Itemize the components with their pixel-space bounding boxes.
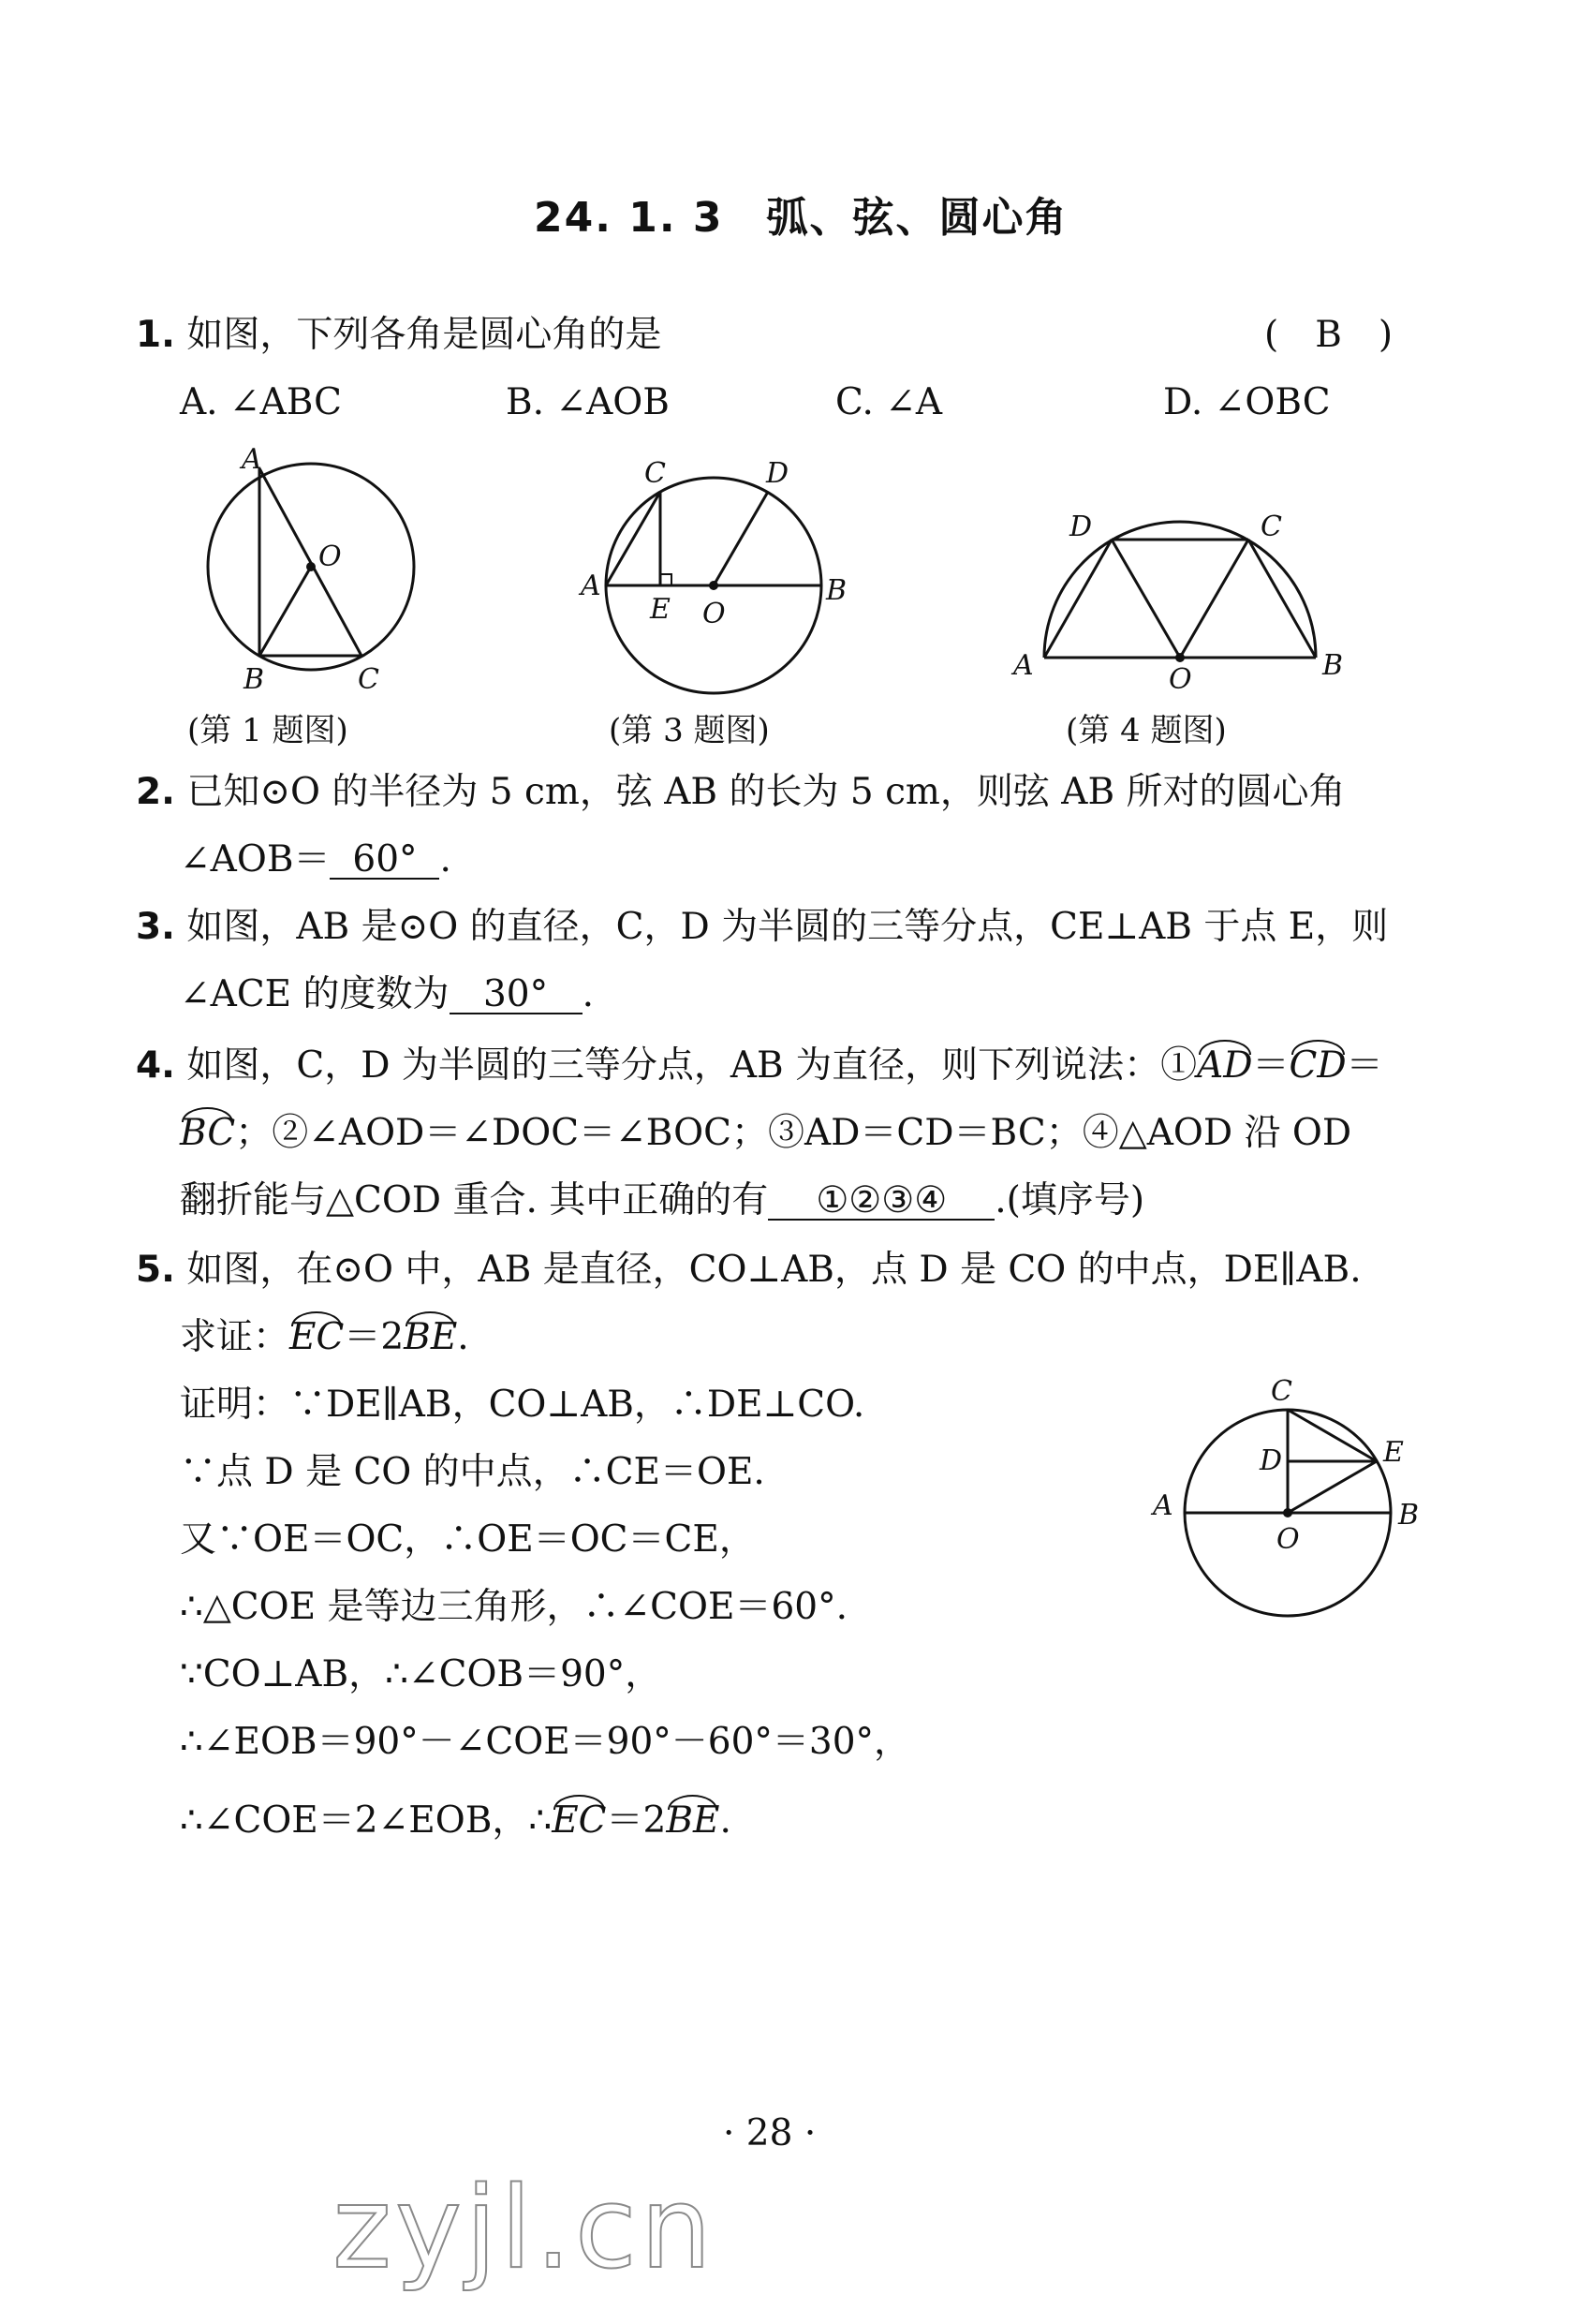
- q4-prefix: 翻折能与△COD 重合. 其中正确的有: [180, 1179, 769, 1221]
- figure-5: [1138, 1363, 1447, 1625]
- fig5-line-ce: [1288, 1410, 1377, 1461]
- page-title: 24. 1. 3 弧、弦、圆心角: [534, 194, 1069, 242]
- q3-suffix: .: [582, 973, 594, 1015]
- q4-number: 4.: [136, 1044, 175, 1087]
- q2-prefix: ∠AOB＝: [180, 838, 331, 881]
- q5-arc-ec: EC: [289, 1316, 345, 1358]
- fig4-line-do: [1112, 540, 1180, 658]
- fig5-center-point: [1283, 1508, 1292, 1517]
- q1-stem: [136, 314, 662, 356]
- fig1-label-c: C: [358, 663, 379, 696]
- q2-answer: 60°: [330, 841, 439, 880]
- fig5-label-c: C: [1271, 1375, 1292, 1408]
- proof-last-prefix: ∴∠COE＝2∠EOB，∴: [180, 1799, 553, 1842]
- watermark: zyjl.cn: [332, 2164, 715, 2294]
- fig3-line-od: [714, 492, 768, 585]
- q3-prefix: ∠ACE 的度数为: [180, 973, 450, 1015]
- fig3-line-ac: [606, 492, 660, 585]
- fig3-center-point: [709, 581, 718, 590]
- q4-line1: [136, 1044, 1383, 1087]
- fig1-label-o: O: [318, 540, 342, 573]
- proof-last-suffix: .: [719, 1799, 731, 1842]
- q3-line1: [136, 906, 1389, 948]
- proof-last-mid: ＝2: [606, 1799, 667, 1842]
- q5-number: 5.: [136, 1249, 175, 1291]
- proof-arc-ec: EC: [552, 1799, 607, 1842]
- figure-1: [187, 440, 431, 703]
- fig4-label-d: D: [1069, 511, 1093, 543]
- q5-prove-prefix: 求证：: [180, 1316, 290, 1358]
- q2-number: 2.: [136, 771, 175, 813]
- fig5-line-oe: [1288, 1461, 1377, 1513]
- proof-line-6: ∴∠EOB＝90°－∠COE＝90°－60°＝30°，: [180, 1721, 911, 1763]
- fig3-label-a: A: [581, 570, 601, 602]
- fig4-caption: (第 4 题图): [1066, 712, 1227, 749]
- q5-text: 如图，在⊙O 中，AB 是直径，CO⊥AB，点 D 是 CO 的中点，DE∥AB.: [186, 1249, 1362, 1291]
- fig5-label-b: B: [1398, 1499, 1420, 1532]
- q3-line2: [180, 973, 594, 1015]
- q5-prove-suffix: .: [457, 1316, 469, 1358]
- proof-line-3: 又∵OE＝OC，∴OE＝OC＝CE，: [180, 1518, 756, 1561]
- fig4-label-b: B: [1322, 649, 1344, 682]
- q4-eq2: ＝: [1346, 1044, 1383, 1087]
- proof-line-7: [180, 1799, 731, 1842]
- fig5-label-a: A: [1153, 1489, 1173, 1522]
- fig4-center-point: [1175, 653, 1185, 662]
- q1-option-c: C. ∠A: [835, 381, 943, 423]
- q5-prove-mid: ＝2: [344, 1316, 405, 1358]
- fig4-line-ad: [1044, 540, 1112, 658]
- q1-option-d: D. ∠OBC: [1163, 381, 1331, 423]
- proof-line-2: ∵点 D 是 CO 的中点，∴CE＝OE.: [180, 1451, 765, 1493]
- q4-line2: [180, 1112, 1352, 1154]
- q2-suffix: .: [439, 838, 451, 881]
- fig3-label-c: C: [644, 457, 666, 490]
- figure-4: [1002, 487, 1358, 703]
- fig3-label-o: O: [702, 598, 726, 630]
- q4-line3: [180, 1179, 1145, 1221]
- fig5-label-o: O: [1276, 1523, 1300, 1556]
- q4-text-b: ；②∠AOD＝∠DOC＝∠BOC；③AD＝CD＝BC；④△AOD 沿 OD: [235, 1112, 1352, 1154]
- fig3-label-b: B: [826, 574, 848, 607]
- q3-number: 3.: [136, 906, 175, 948]
- q2-line1: [136, 771, 1346, 813]
- proof-arc-be: BE: [666, 1799, 720, 1842]
- q4-suffix: .(填序号): [995, 1179, 1145, 1221]
- fig4-line-cb: [1248, 540, 1316, 658]
- q3-answer: 30°: [450, 976, 583, 1014]
- fig3-caption: (第 3 题图): [609, 712, 770, 749]
- fig1-line-bo: [259, 567, 311, 656]
- fig4-line-oc: [1180, 540, 1248, 658]
- q1-number: 1.: [136, 314, 175, 356]
- fig4-label-a: A: [1013, 649, 1034, 682]
- q1-option-a: A. ∠ABC: [180, 381, 343, 423]
- q5-prove: [180, 1316, 469, 1358]
- q2-line2: [180, 838, 451, 881]
- fig5-label-e: E: [1383, 1436, 1404, 1469]
- q4-arc-ad: AD: [1197, 1044, 1253, 1087]
- figure-3: [571, 450, 862, 703]
- proof-line-1: 证明：∵DE∥AB，CO⊥AB，∴DE⊥CO.: [180, 1384, 865, 1426]
- fig4-label-c: C: [1261, 511, 1282, 543]
- page-number: · 28 ·: [723, 2112, 817, 2154]
- q4-eq1: ＝: [1252, 1044, 1290, 1087]
- q1-text: 如图，下列各角是圆心角的是: [186, 314, 662, 356]
- fig4-label-o: O: [1169, 663, 1192, 696]
- q4-text-a: 如图，C，D 为半圆的三等分点，AB 为直径，则下列说法：①: [186, 1044, 1198, 1087]
- fig1-label-a: A: [242, 443, 262, 476]
- q1-answer: ( B ): [1264, 314, 1394, 356]
- proof-line-5: ∵CO⊥AB，∴∠COB＝90°，: [180, 1653, 662, 1695]
- q3-text: 如图，AB 是⊙O 的直径，C，D 为半圆的三等分点，CE⊥AB 于点 E，则: [186, 906, 1389, 948]
- fig1-caption: (第 1 题图): [187, 712, 348, 749]
- q5-line1: [136, 1249, 1362, 1291]
- q2-text: 已知⊙O 的半径为 5 cm，弦 AB 的长为 5 cm，则弦 AB 所对的圆心角: [186, 771, 1346, 813]
- q5-arc-be: BE: [404, 1316, 458, 1358]
- q4-arc-cd: CD: [1289, 1044, 1347, 1087]
- q1-option-b: B. ∠AOB: [506, 381, 670, 423]
- fig5-label-d: D: [1260, 1444, 1283, 1477]
- fig3-label-e: E: [650, 593, 671, 626]
- fig1-label-b: B: [243, 663, 265, 696]
- fig1-center-point: [306, 562, 316, 571]
- fig3-label-d: D: [766, 457, 789, 490]
- fig3-right-angle-mark: [660, 574, 671, 585]
- q4-answer: ①②③④: [768, 1182, 995, 1221]
- q4-arc-bc: BC: [180, 1112, 236, 1154]
- proof-line-4: ∴△COE 是等边三角形，∴∠COE＝60°.: [180, 1586, 848, 1628]
